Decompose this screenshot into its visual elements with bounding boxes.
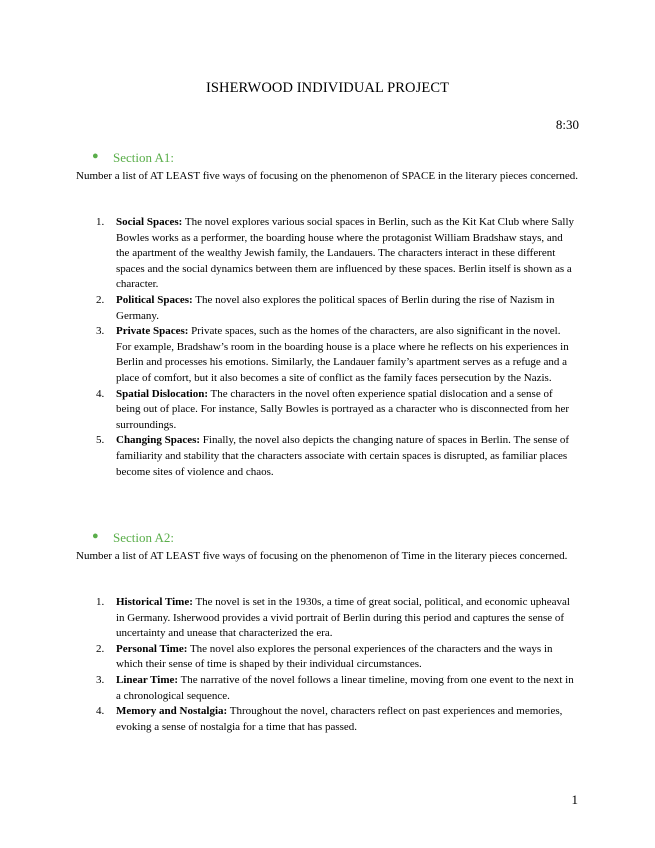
item-text: Finally, the novel also depicts the changing nature of spaces in Berlin. The sense of familiarity and stability that the characters associate with certain spaces is disrupted, as familiar places become sites of violence and chaos. — [116, 434, 570, 478]
list-item — [76, 704, 578, 735]
item-term: Linear Time: — [116, 673, 179, 686]
list-item — [76, 215, 578, 293]
list-item — [76, 595, 578, 642]
list-item — [76, 673, 578, 704]
list-number: 3. — [96, 673, 105, 686]
item-term: Private Spaces: — [116, 325, 189, 338]
item-term: Historical Time: — [116, 596, 193, 608]
item-term: Memory and Nostalgia: — [116, 705, 228, 718]
item-term: Changing Spaces: — [116, 434, 201, 447]
item-text: The novel is set in the 1930s, a time of great social, political, and economic upheaval in Germany. Isherwood provides a vivid portrait of Berlin during this period and captures the sense of uncertainty and unease that characterized the era. — [116, 596, 570, 640]
section-a2-label: Section A2: — [113, 530, 175, 545]
item-term: Social Spaces: — [116, 216, 183, 228]
bullet-icon: ● — [92, 530, 99, 542]
list-number: 1. — [96, 596, 105, 608]
item-term: Political Spaces: — [116, 293, 193, 306]
item-text: The novel explores various social spaces in Berlin, such as the Kit Kat Club where Sally Bowles works as a performer, the boarding house where the protagonist William Bradshaw stays, and the apartment of the wealthy Jewish family, the Landauers. The characters interact in these different spaces and the social dynamics between them are influenced by these spaces. Berlin itself is shown as a character. — [116, 216, 575, 291]
time-label: 8:30 — [555, 117, 579, 132]
list-number: 5. — [96, 434, 105, 447]
section-a2-heading — [92, 530, 175, 546]
item-text: The novel also explores the personal experiences of the characters and the ways in which their sense of time is shaped by their individual circumstances. — [116, 642, 553, 671]
item-text: Private spaces, such as the homes of the characters, are also significant in the novel. For example, Bradshaw’s room in the boarding house is a place where he reflects on his experiences in Berlin and processes his emotions. Similarly, the Landauer family’s apartment serves as a refuge and a place of comfort, but it also becomes a site of conflict as the family faces persecution by the Nazis. — [116, 325, 569, 384]
list-number: 4. — [96, 705, 105, 718]
list-item — [76, 293, 578, 324]
item-term: Spatial Dislocation: — [116, 387, 208, 400]
list-number: 2. — [96, 293, 105, 306]
item-text: The narrative of the novel follows a linear timeline, moving from one event to the next in a chronological sequence. — [116, 673, 574, 702]
section-a1-list — [76, 215, 578, 480]
section-a2-prompt: Number a list of AT LEAST five ways of focusing on the phenomenon of Time in the literary pieces concerned. — [76, 550, 568, 562]
list-item — [76, 433, 578, 480]
page-number: 1 — [571, 792, 578, 807]
list-number: 4. — [96, 387, 105, 400]
item-text: Throughout the novel, characters reflect on past experiences and memories, evoking a sense of nostalgia for a time that has passed. — [116, 705, 563, 733]
section-a2-list — [76, 595, 578, 735]
list-number: 1. — [96, 216, 105, 228]
section-a1-heading — [92, 150, 175, 166]
bullet-icon: ● — [92, 150, 99, 162]
list-item — [76, 387, 578, 434]
list-item — [76, 642, 578, 673]
item-term: Personal Time: — [116, 642, 188, 655]
document-title: ISHERWOOD INDIVIDUAL PROJECT — [205, 80, 450, 96]
section-a1-prompt: Number a list of AT LEAST five ways of focusing on the phenomenon of SPACE in the literary pieces concerned. — [76, 170, 579, 182]
section-a1-label: Section A1: — [113, 150, 175, 165]
list-item — [76, 324, 578, 386]
list-number: 3. — [96, 325, 105, 338]
list-number: 2. — [96, 642, 105, 655]
item-text: The characters in the novel often experience spatial dislocation and a sense of being out of place. For instance, Sally Bowles is portrayed as a character who is disconnected from her surroundings. — [116, 387, 569, 431]
item-text: The novel also explores the political spaces of Berlin during the rise of Nazism in Germany. — [116, 293, 555, 322]
